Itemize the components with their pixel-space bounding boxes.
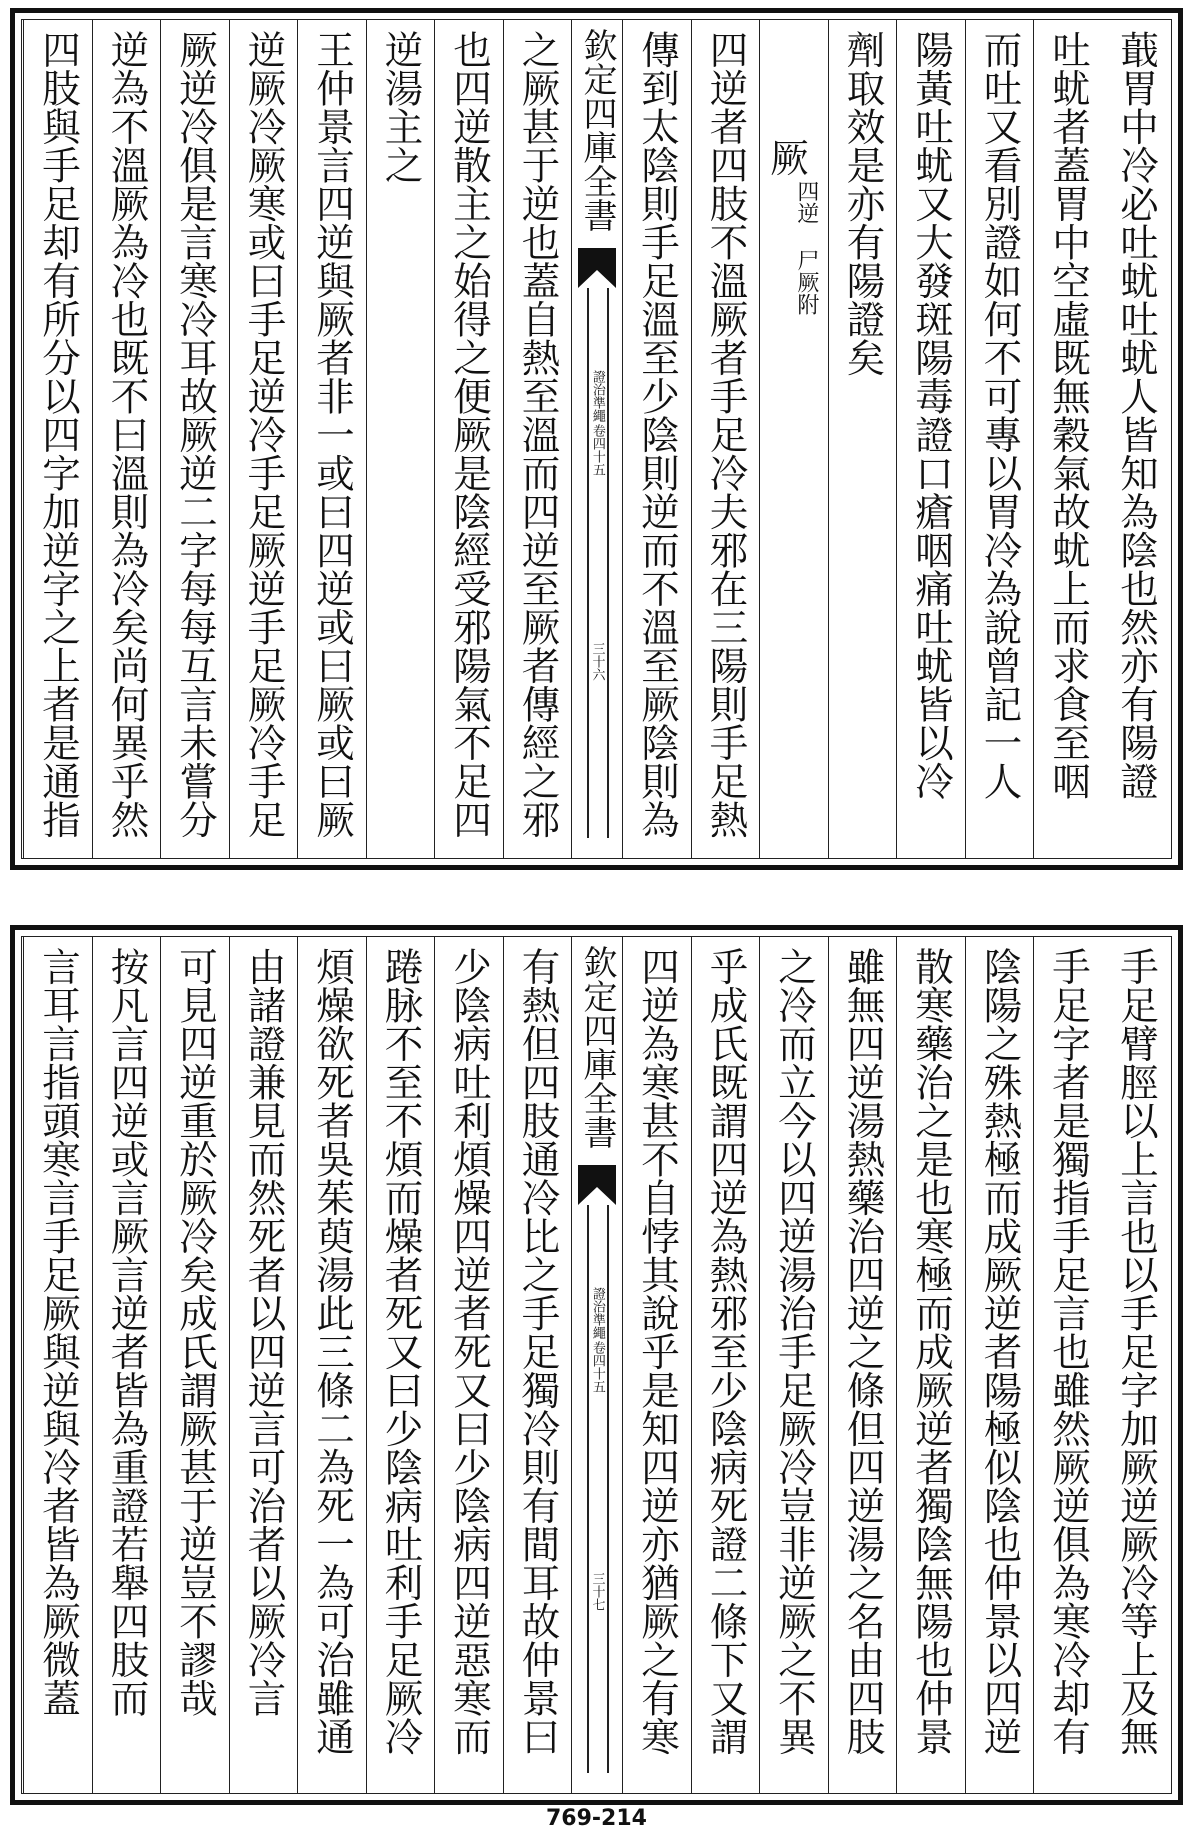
top_page-fishtail-mark xyxy=(578,248,616,288)
bottom_page-text-column xyxy=(92,937,161,1793)
top_page-banner xyxy=(571,20,622,858)
top_page-text-column xyxy=(503,20,572,858)
bottom_page-text-column xyxy=(622,937,691,1793)
bottom_page-column-text: 有熱但四肢通冷比之手足獨冷則有間耳故仲景曰 xyxy=(515,947,561,1756)
top_page-text-column xyxy=(896,20,965,858)
top_page-text-column xyxy=(23,20,92,858)
top_page-banner-juan: 卷四十五 xyxy=(589,424,605,476)
bottom_page-text-column xyxy=(366,937,435,1793)
top_page-column-text: 王仲景言四逆與厥者非一或曰四逆或曰厥或曰厥 xyxy=(310,30,355,839)
bottom_page-text-column xyxy=(23,937,92,1793)
top_page-text-column xyxy=(759,20,828,858)
top_page-column-text: 逆厥冷厥寒或曰手足逆冷手足厥逆手足厥冷手足 xyxy=(241,30,287,839)
top_page-text-column xyxy=(965,20,1034,858)
top_page-text-column xyxy=(434,20,503,858)
bottom_page-column-text: 按凡言四逆或言厥言逆者皆為重證若舉四肢而 xyxy=(104,947,150,1717)
bottom_page-text-column xyxy=(1102,937,1171,1793)
top_page-text-column xyxy=(229,20,298,858)
bottom-page-frame xyxy=(21,936,1172,1794)
bottom_page-text-column xyxy=(434,937,503,1793)
bottom_page-column-text: 陰陽之殊熱極而成厥逆者陽極似陰也仲景以四逆 xyxy=(977,947,1023,1756)
bottom_page-column-text: 手足臂脛以上言也以手足字加厥逆厥冷等上及無 xyxy=(1114,947,1159,1756)
bottom_page-column-text: 散寒藥治之是也寒極而成厥逆者獨陰無陽也仲景 xyxy=(909,947,954,1756)
bottom-page xyxy=(10,925,1183,1805)
bottom_page-column-text: 之冷而立今以四逆湯治手足厥冷豈非逆厥之不異 xyxy=(772,947,817,1756)
top_page-banner-book-title: 證治準繩 xyxy=(589,370,605,422)
top_page-banner-title: 欽定四庫全書 xyxy=(577,28,617,232)
bottom_page-banner-folio: 三十七 xyxy=(589,1571,605,1611)
bottom_page-column-text: 煩燥欲死者吳茱萸湯此三條二為死一為可治雖通 xyxy=(310,947,355,1756)
top_page-text-column xyxy=(1102,20,1171,858)
bottom_page-column-text: 少陰病吐利煩燥四逆者死又曰少陰病四逆惡寒而 xyxy=(447,947,492,1756)
top_page-column-text: 蕺胃中冷必吐蚘吐蚘人皆知為陰也然亦有陽證 xyxy=(1114,30,1159,800)
bottom_page-text-column xyxy=(229,937,298,1793)
bottom_page-banner-book-title: 證治準繩 xyxy=(589,1287,605,1339)
top_page-banner-rule-left xyxy=(587,288,589,838)
top_page-text-column xyxy=(691,20,760,858)
top-page-frame xyxy=(21,19,1172,859)
bottom_page-text-column xyxy=(759,937,828,1793)
top_page-column-text: 逆為不溫厥為冷也既不曰溫則為冷矣尚何異乎然 xyxy=(104,30,150,839)
top_page-banner-rule-right xyxy=(607,288,609,838)
bottom_page-column-text: 踡脉不至不煩而燥者死又曰少陰病吐利手足厥冷 xyxy=(378,947,424,1756)
bottom_page-banner-rule-right xyxy=(607,1205,609,1773)
top_page-column-text: 之厥甚于逆也蓋自熱至溫而四逆至厥者傳經之邪 xyxy=(515,30,561,839)
top_page-banner-folio: 三十六 xyxy=(589,641,605,681)
bottom_page-column-text: 四逆為寒甚不自悖其說乎是知四逆亦猶厥之有寒 xyxy=(635,947,680,1756)
bottom_page-column-text: 可見四逆重於厥冷矣成氏謂厥甚于逆豈不謬哉 xyxy=(173,947,218,1717)
bottom_page-text-column xyxy=(828,937,897,1793)
top_page-text-column xyxy=(622,20,691,858)
bottom_page-column-text: 言耳言指頭寒言手足厥與逆與冷者皆為厥微蓋 xyxy=(36,947,81,1717)
bottom_page-banner-juan-block xyxy=(590,1287,604,1393)
top_page-column-text: 傳到太陰則手足溫至少陰則逆而不溫至厥陰則為 xyxy=(635,30,680,839)
bottom_page-banner-rule-left xyxy=(587,1205,589,1773)
bottom_page-column-text: 由諸證兼見而然死者以四逆言可治者以厥冷言 xyxy=(241,947,287,1717)
top_page-text-column xyxy=(160,20,229,858)
bottom_page-banner-title: 欽定四庫全書 xyxy=(577,945,617,1149)
top_page-column-text: 厥逆冷俱是言寒冷耳故厥逆二字每每互言未嘗分 xyxy=(173,30,218,839)
top_page-column-text: 陽黃吐蚘又大發斑陽毒證口瘡咽痛吐蚘皆以冷 xyxy=(909,30,954,800)
top_page-column-text: 四逆者四肢不溫厥者手足冷夫邪在三陽則手足熱 xyxy=(703,30,749,839)
top_page-section-subheading: 四逆 尸厥附 xyxy=(793,180,819,315)
bottom_page-text-column xyxy=(160,937,229,1793)
top_page-banner-juan-block xyxy=(590,370,604,476)
top_page-column-text: 四肢與手足却有所分以四字加逆字之上者是通指 xyxy=(36,30,81,839)
bottom_page-text-column xyxy=(965,937,1034,1793)
bottom_page-column-text: 乎成氏既謂四逆為熱邪至少陰病死證二條下又謂 xyxy=(703,947,749,1756)
top_page-column-text: 而吐又看別證如何不可專以胃冷為說曾記一人 xyxy=(977,30,1023,800)
top_page-column-text: 也四逆散主之始得之便厥是陰經受邪陽氣不足四 xyxy=(447,30,492,839)
page-number: 769-214 xyxy=(546,1806,647,1831)
bottom_page-text-column xyxy=(1033,937,1102,1793)
top_page-column-text: 逆湯主之 xyxy=(378,30,424,184)
top_page-column-text: 劑取效是亦有陽證矣 xyxy=(840,30,886,377)
bottom_page-column-text: 雖無四逆湯熱藥治四逆之條但四逆湯之名由四肢 xyxy=(840,947,886,1756)
top_page-column-text: 吐蚘者蓋胃中空虛既無穀氣故蚘上而求食至咽 xyxy=(1046,30,1091,800)
top_page-section-heading: 厥 xyxy=(763,138,809,177)
top_page-text-column xyxy=(366,20,435,858)
bottom_page-text-column xyxy=(691,937,760,1793)
bottom_page-text-column xyxy=(503,937,572,1793)
top_page-text-column xyxy=(1033,20,1102,858)
bottom_page-text-column xyxy=(297,937,366,1793)
bottom_page-text-column xyxy=(896,937,965,1793)
bottom_page-banner-juan: 卷四十五 xyxy=(589,1341,605,1393)
top_page-text-column xyxy=(92,20,161,858)
top_page-text-column xyxy=(828,20,897,858)
bottom_page-fishtail-mark xyxy=(578,1165,616,1205)
bottom_page-column-text: 手足字者是獨指手足言也雖然厥逆俱為寒冷却有 xyxy=(1046,947,1091,1756)
top_page-text-column xyxy=(297,20,366,858)
top-page xyxy=(10,8,1183,870)
bottom_page-banner xyxy=(571,937,622,1793)
